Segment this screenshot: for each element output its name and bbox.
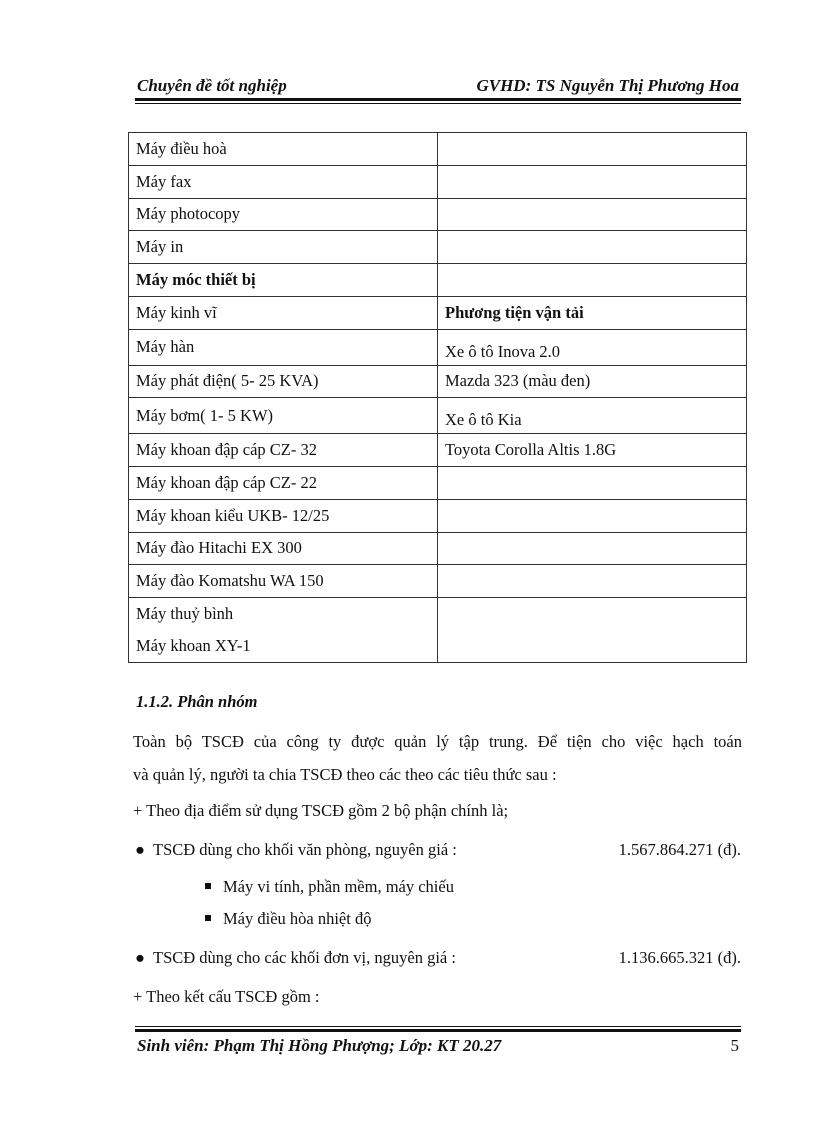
bullet-dot-icon: ● [135,840,145,859]
table-cell [438,565,747,598]
criteria-structure: + Theo kết cấu TSCĐ gồm : [133,987,320,1006]
table-cell: Máy bơm( 1- 5 KW) [129,398,438,434]
table-group-heading: Phương tiện vận tải [438,296,747,329]
square-bullet-icon [205,915,211,921]
table-cell: Máy photocopy [129,198,438,231]
table-cell: Máy phát điện( 5- 25 KVA) [129,365,438,398]
table-cell [438,598,747,663]
table-cell: Máy khoan kiểu UKB- 12/25 [129,499,438,532]
bullet-value: 1.567.864.271 (đ). [618,840,741,859]
table-row [129,499,747,532]
table-row [129,133,747,166]
table-group-heading: Máy móc thiết bị [129,264,438,297]
header-title: Chuyên đề tốt nghiệp [137,76,287,95]
table-row [129,264,747,297]
criteria-location: + Theo địa điểm sử dụng TSCĐ gồm 2 bộ phận chính là; [133,801,509,820]
bullet-label: TSCĐ dùng cho các khối đơn vị, nguyên giá : [153,948,456,967]
table-cell-line: Máy thuỷ bình [136,604,234,624]
square-bullet-icon [205,883,211,889]
table-cell-multiline [129,598,438,663]
table-cell [438,231,747,264]
bullet-label: TSCĐ dùng cho khối văn phòng, nguyên giá : [153,840,457,859]
sub-item [205,909,371,929]
table-cell [438,198,747,231]
footer-student: Sinh viên: Phạm Thị Hồng Phượng; Lớp: KT 20.27 [137,1036,502,1055]
table-cell [438,532,747,565]
sub-item-label: Máy vi tính, phần mềm, máy chiếu [223,877,454,896]
asset-table [128,132,747,663]
table-row [129,398,747,434]
table-cell: Toyota Corolla Altis 1.8G [438,434,747,467]
table-cell: Máy khoan đập cáp CZ- 32 [129,434,438,467]
sub-item-label: Máy điều hòa nhiệt độ [223,909,372,928]
table-row [129,466,747,499]
table-row [129,434,747,467]
table-cell: Máy hàn [129,329,438,365]
table-row [129,532,747,565]
table-cell: Máy điều hoà [129,133,438,166]
table-cell [438,264,747,297]
header-supervisor: GVHD: TS Nguyễn Thị Phương Hoa [476,76,739,95]
table-cell: Mazda 323 (màu đen) [438,365,747,398]
table-row [129,198,747,231]
bullet-value: 1.136.665.321 (đ). [618,948,741,967]
section-title: 1.1.2. Phân nhóm [136,692,258,711]
header-rule-thin [135,103,741,104]
paragraph-line: và quản lý, người ta chia TSCĐ theo các theo các tiêu thức sau : [133,765,557,784]
page-footer [135,1036,741,1056]
table-row [129,598,747,663]
table-cell: Máy fax [129,165,438,198]
table-cell [438,165,747,198]
paragraph-line: Toàn bộ TSCĐ của công ty được quản lý tập trung. Để tiện cho việc hạch toán [133,732,742,751]
table-row [129,565,747,598]
footer-rule-thin [135,1026,741,1027]
table-cell: Máy kinh vĩ [129,296,438,329]
table-row [129,231,747,264]
page-number: 5 [730,1036,739,1055]
table-cell: Xe ô tô Kia [438,398,747,434]
table-cell [438,499,747,532]
bullet-dot-icon: ● [135,948,145,967]
table-row [129,296,747,329]
table-row [129,165,747,198]
table-cell [438,466,747,499]
page-header [135,76,741,96]
table-cell: Máy khoan đập cáp CZ- 22 [129,466,438,499]
header-rule-thick [135,98,741,101]
table-cell [438,133,747,166]
table-row [129,365,747,398]
table-cell: Máy đào Hitachi EX 300 [129,532,438,565]
table-cell: Máy in [129,231,438,264]
footer-rule-thick [135,1029,741,1032]
table-cell-line: Máy khoan XY-1 [136,636,251,656]
sub-item [205,877,454,897]
table-row [129,329,747,365]
table-cell: Máy đào Komatshu WA 150 [129,565,438,598]
table-cell: Xe ô tô Inova 2.0 [438,329,747,365]
